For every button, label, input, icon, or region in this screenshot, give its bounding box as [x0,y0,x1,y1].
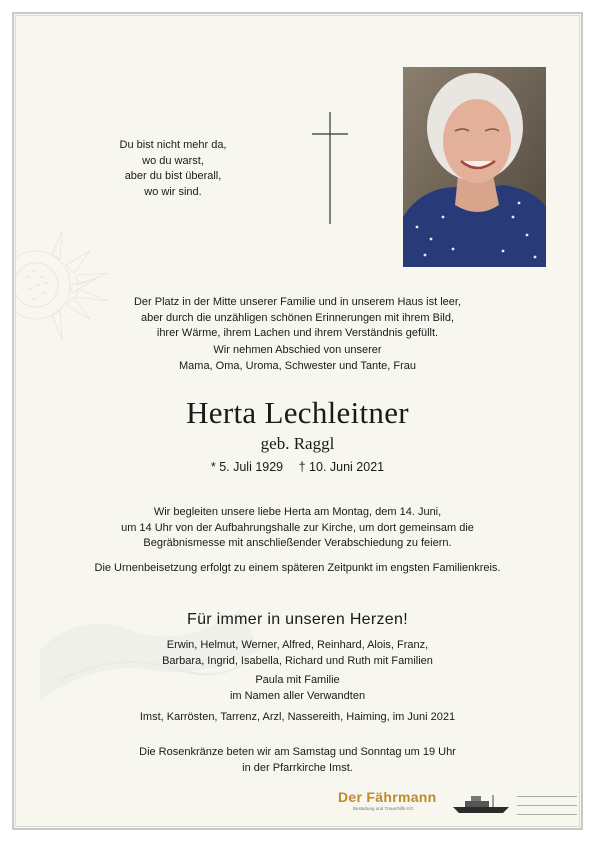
relatives-line: Paula mit Familie [255,674,340,686]
rosary-line: Die Rosenkränze beten wir am Samstag und Sonntag um 19 Uhr [139,746,456,758]
ship-icon [451,793,511,815]
mourners-line: Barbara, Ingrid, Isabella, Richard und Ruth mit Familien [162,654,433,667]
farewell-line: Mama, Oma, Uroma, Schwester und Tante, Frau [179,359,416,372]
ceremony-line: Wir begleiten unsere liebe Herta am Montag, dem 14. Juni, [153,506,442,518]
intro-line: aber durch die unzähligen schönen Erinnerungen mit ihrem Bild, [140,311,455,324]
undertaker-logo: Der Fährmann [338,789,437,805]
poem [88,138,258,200]
intro-line: ihrer Wärme, ihrem Lachen und ihrem Verständnis gefüllt. [156,327,439,339]
poem-line: wo du warst, [142,154,204,167]
relatives-line: im Namen aller Verwandten [229,689,366,702]
farewell-text [60,343,535,374]
life-dates [60,460,535,474]
rosary-text [60,745,535,776]
poem-line: Du bist nicht mehr da, [119,139,227,151]
maiden-name: geb. Raggl [260,434,335,453]
ceremony-text [60,505,535,552]
mourners-list [60,638,535,669]
urn-note: Die Urnenbeisetzung erfolgt zu einem späteren Zeitpunkt im engsten Familienkreis. [94,562,501,574]
intro-text [60,295,535,342]
deceased-name: Herta Lechleitner [186,395,409,430]
relatives-list [60,673,535,704]
ceremony-line: Begräbnismesse mit anschließender Verabschiedung zu feiern. [143,537,452,549]
poem-line: aber du bist überall, [124,170,222,182]
poem-line: wo wir sind. [144,185,202,198]
ceremony-line: um 14 Uhr von der Aufbahrungshalle zur Kirche, um dort gemeinsam die [121,521,474,534]
farewell-line: Wir nehmen Abschied von unserer [213,344,382,356]
places-date: Imst, Karrösten, Tarrenz, Arzl, Nassereith, Haiming, im Juni 2021 [139,711,456,723]
cross-icon [310,112,350,224]
portrait-illustration [403,67,546,267]
undertaker-tagline: Bestattung und Trauerhilfe KG [353,806,414,811]
death-date: † 10. Juni 2021 [298,460,385,474]
contact-line [517,808,577,815]
contact-line [517,799,577,806]
contact-line [517,790,577,797]
rosary-line: in der Pfarrkirche Imst. [242,761,353,774]
birth-date: * 5. Juli 1929 [210,460,284,474]
portrait-photo [403,67,546,267]
mourners-line: Erwin, Helmut, Werner, Alfred, Reinhard, Alois, Franz, [166,639,429,651]
motto: Für immer in unseren Herzen! [187,611,408,628]
intro-line: Der Platz in der Mitte unserer Familie und in unserem Haus ist leer, [133,296,462,308]
contact-block [517,790,577,815]
